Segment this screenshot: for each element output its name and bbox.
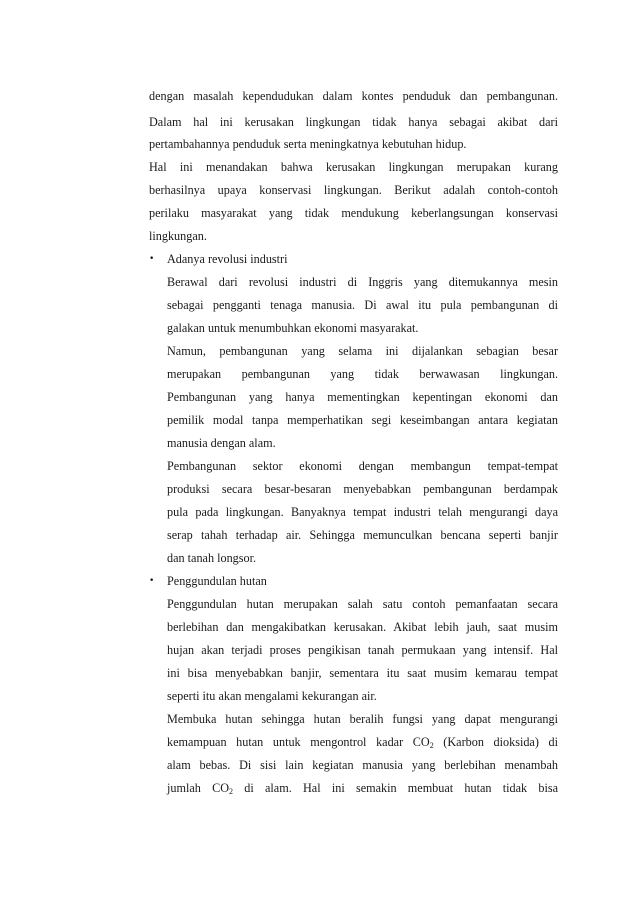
paragraph-line: berhasilnya upaya konservasi lingkungan. Berikut adalah contoh-contoh	[149, 183, 558, 197]
section-line: Membuka hutan sehingga hutan beralih fungsi yang dapat mengurangi	[167, 712, 558, 726]
section-line-co2	[167, 780, 558, 797]
text-segment: di alam. Hal ini semakin membuat hutan tidak bisa	[233, 781, 558, 795]
paragraph-line: dengan masalah kependudukan dalam kontes penduduk dan pembangunan.	[149, 89, 558, 103]
section-line: dan tanah longsor.	[167, 551, 257, 565]
section-line: produksi secara besar-besaran menyebabkan pembangunan berdampak	[167, 482, 558, 496]
section-line: Namun, pembangunan yang selama ini dijalankan sebagian besar	[167, 344, 558, 358]
section-line: Penggundulan hutan merupakan salah satu contoh pemanfaatan secara	[167, 597, 558, 611]
section-line: hujan akan terjadi proses pengikisan tanah permukaan yang intensif. Hal	[167, 643, 558, 657]
section-line: merupakan pembangunan yang tidak berwawasan lingkungan.	[167, 367, 558, 381]
section-line: berlebihan dan mengakibatkan kerusakan. Akibat lebih jauh, saat musim	[167, 620, 558, 634]
section-line-co2	[167, 734, 558, 751]
paragraph-line: perilaku masyarakat yang tidak mendukung keberlangsungan konservasi	[149, 206, 558, 220]
section-line: Berawal dari revolusi industri di Inggris yang ditemukannya mesin	[167, 275, 558, 289]
section-line: seperti itu akan mengalami kekurangan air.	[167, 689, 377, 703]
paragraph-line: Dalam hal ini kerusakan lingkungan tidak hanya sebagai akibat dari	[149, 115, 558, 129]
bullet-icon: •	[149, 254, 155, 264]
subscript: 2	[229, 787, 234, 796]
section-line: galakan untuk menumbuhkan ekonomi masyarakat.	[167, 321, 419, 335]
section-line: manusia dengan alam.	[167, 436, 276, 450]
bullet-icon: •	[149, 576, 155, 586]
paragraph-line: Hal ini menandakan bahwa kerusakan lingkungan merupakan kurang	[149, 160, 558, 174]
subscript: 2	[429, 741, 434, 750]
section-line: serap tahah terhadap air. Sehingga memunculkan bencana seperti banjir	[167, 528, 558, 542]
section-line: pemilik modal tanpa memperhatikan segi keseimbangan antara kegiatan	[167, 413, 558, 427]
section-line: ini bisa menyebabkan banjir, sementara itu saat musim kemarau tempat	[167, 666, 558, 680]
section-line: alam bebas. Di sisi lain kegiatan manusia yang berlebihan menambah	[167, 758, 558, 772]
section-line: sebagai pengganti tenaga manusia. Di awal itu pula pembangunan di	[167, 298, 558, 312]
section-line: Pembangunan sektor ekonomi dengan membangun tempat-tempat	[167, 459, 558, 473]
text-segment: kemampuan hutan untuk mengontrol kadar CO	[167, 735, 430, 749]
paragraph-line: pertambahannya penduduk serta meningkatnya kebutuhan hidup.	[149, 137, 467, 151]
section-line: Pembangunan yang hanya mementingkan kepentingan ekonomi dan	[167, 390, 558, 404]
paragraph-line: lingkungan.	[149, 229, 207, 243]
section-line: pula pada lingkungan. Banyaknya tempat industri telah mengurangi daya	[167, 505, 558, 519]
section-heading: Adanya revolusi industri	[167, 252, 288, 266]
text-segment: jumlah CO	[167, 781, 230, 795]
section-heading: Penggundulan hutan	[167, 574, 267, 588]
text-segment: (Karbon dioksida) di	[433, 735, 558, 749]
